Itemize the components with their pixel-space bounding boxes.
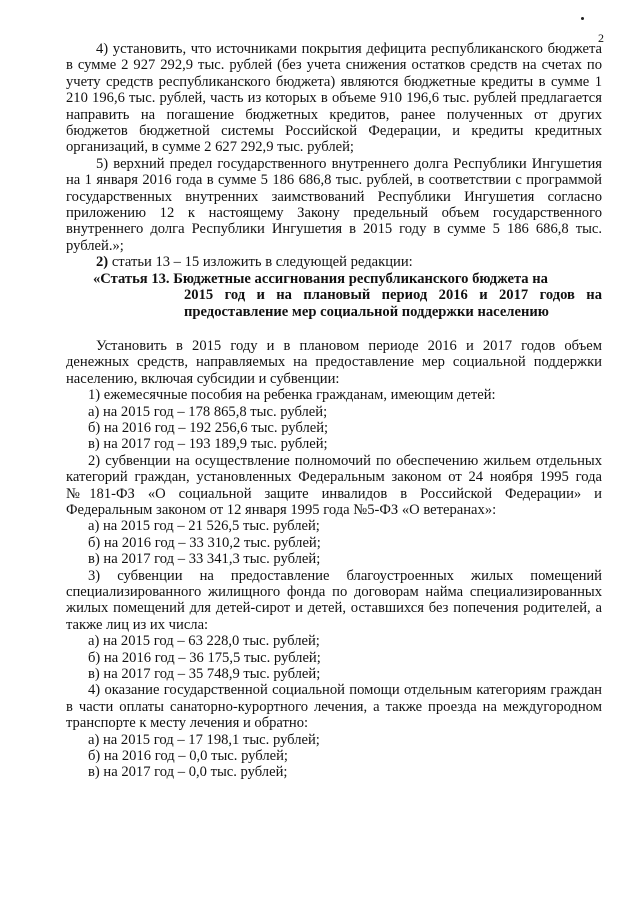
article-title-line1: «Статья 13. Бюджетные ассигнования республиканского бюджета на bbox=[93, 270, 548, 287]
subitem-1c: в) на 2017 год – 193 189,9 тыс. рублей; bbox=[88, 436, 328, 453]
subitem-2c: в) на 2017 год – 33 341,3 тыс. рублей; bbox=[88, 551, 321, 568]
page-number: 2 bbox=[598, 31, 604, 45]
item-text: статьи 13 – 15 изложить в следующей редакции: bbox=[108, 254, 413, 271]
subitem-4c: в) на 2017 год – 0,0 тыс. рублей; bbox=[88, 764, 288, 781]
subitem-1: 1) ежемесячные пособия на ребенка гражданам, имеющим детей: bbox=[88, 387, 496, 404]
subitem-2a: а) на 2015 год – 21 526,5 тыс. рублей; bbox=[88, 518, 320, 535]
subitem-1a: а) на 2015 год – 178 865,8 тыс. рублей; bbox=[88, 403, 328, 420]
document-body bbox=[66, 41, 602, 781]
subitem-2b: б) на 2016 год – 33 310,2 тыс. рублей; bbox=[88, 534, 321, 551]
subitem-4a: а) на 2015 год – 17 198,1 тыс. рублей; bbox=[88, 731, 320, 748]
scan-speck bbox=[581, 17, 584, 20]
item-number: 2) bbox=[96, 254, 109, 271]
paragraph-item-2 bbox=[66, 254, 602, 270]
article-title-line2: 2015 год и на плановый период 2016 и 2017 годов на предоставление мер социальной поддержки населению bbox=[184, 287, 602, 320]
paragraph-item-5: 5) верхний предел государственного внутреннего долга Республики Ингушетия на 1 января 2016 года в сумме 5 186 686,8 тыс. рублей, в соответствии с программой государственных внутренних заимствований Республики Ингушетия согласно приложению 12 к настоящему Закону предельный объем государственного внутреннего долга Республики Ингушетия в 2015 году в сумме 5 186 686,8 тыс. рублей.»; bbox=[66, 155, 602, 254]
subitem-4: 4) оказание государственной социальной помощи отдельным категориям граждан в части оплаты санаторно-курортного лечения, а также проезда на междугородном транспорте к месту лечения и обратно: bbox=[66, 682, 602, 732]
subitem-2: 2) субвенции на осуществление полномочий по обеспечению жильем отдельных категорий граждан, установленных Федеральным законом от 24 ноября 1995 года №181-ФЗ «О социальной защите инвалидов в Российской Федерации» и Федеральным законом от 12 января 1995 года №5-ФЗ «О ветеранах»: bbox=[66, 452, 602, 518]
subitem-3a: а) на 2015 год – 63 228,0 тыс. рублей; bbox=[88, 633, 320, 650]
subitem-1b: б) на 2016 год – 192 256,6 тыс. рублей; bbox=[88, 419, 329, 436]
subitem-3: 3) субвенции на предоставление благоустроенных жилых помещений специализированного жилищного фонда по договорам найма специализированных жилых помещений для детей-сирот и детей, оставшихся без попечения родителей, а также лиц из их числа: bbox=[66, 567, 602, 633]
subitem-4b: б) на 2016 год – 0,0 тыс. рублей; bbox=[88, 748, 288, 765]
subitem-3c: в) на 2017 год – 35 748,9 тыс. рублей; bbox=[88, 666, 321, 683]
paragraph-item-4: 4) установить, что источниками покрытия дефицита республиканского бюджета в сумме 2 927 292,9 тыс. рублей (без учета снижения остатков средств на счетах по учету средств республиканского бюджета) являются бюджетные кредиты в сумме 1 210 196,6 тыс. рублей, часть из которых в объеме 910 196,6 тыс. рублей предлагается направить на погашение бюджетных кредитов, ранее полученных от других бюджетов бюджетной системы Российской Федерации, и кредиты кредитных организаций, в сумме 2 627 292,9 тыс. рублей; bbox=[66, 41, 602, 156]
article-intro: Установить в 2015 году и в плановом периоде 2016 и 2017 годов объем денежных средств, направляемых на предоставление мер социальной поддержки населению, включая субсидии и субвенции: bbox=[66, 337, 602, 387]
subitem-3b: б) на 2016 год – 36 175,5 тыс. рублей; bbox=[88, 649, 321, 666]
